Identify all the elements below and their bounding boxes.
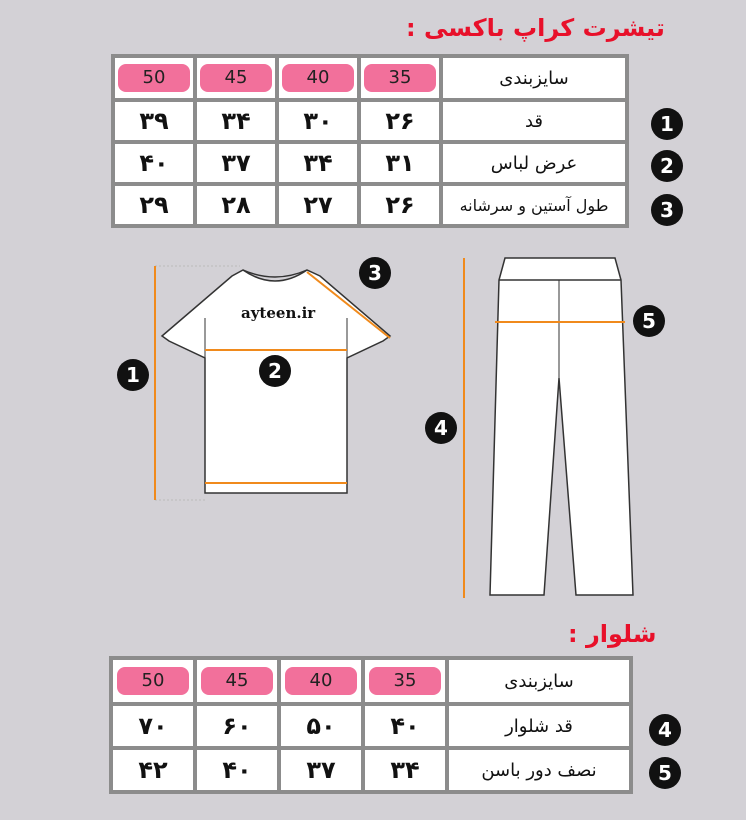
table-cell: ۳۱ <box>361 144 439 182</box>
row-label: عرض لباس <box>443 144 625 182</box>
table-cell: ۳۹ <box>115 102 193 140</box>
table-cell: ۶۰ <box>197 706 277 746</box>
row-label: نصف دور باسن <box>449 750 629 790</box>
table-cell: ۳۴ <box>197 102 275 140</box>
pants-size-table <box>109 656 633 794</box>
shirt-title: تیشرت کراپ باکسی : <box>406 14 665 42</box>
row-number-badge: 1 <box>651 108 683 140</box>
pants-title: شلوار : <box>568 620 657 648</box>
row-number-badge: 5 <box>649 757 681 789</box>
row-number-badge: 4 <box>649 714 681 746</box>
table-cell: ۲۸ <box>197 186 275 224</box>
pants-drawing <box>490 258 633 595</box>
size-pill: 40 <box>282 64 354 92</box>
table-row <box>113 660 629 702</box>
size-pill: 35 <box>364 64 436 92</box>
table-cell: ۳۰ <box>279 102 357 140</box>
table-row <box>113 706 629 746</box>
row-label: قد <box>443 102 625 140</box>
table-cell: ۲۶ <box>361 102 439 140</box>
size-pill: 40 <box>285 667 357 695</box>
size-pill: 45 <box>201 667 273 695</box>
table-cell: ۴۰ <box>115 144 193 182</box>
table-cell: ۴۰ <box>197 750 277 790</box>
table-cell: ۲۷ <box>279 186 357 224</box>
size-pill: 50 <box>118 64 190 92</box>
table-cell: ۲۶ <box>361 186 439 224</box>
watermark: ayteen.ir <box>241 304 316 322</box>
table-row <box>113 750 629 790</box>
size-pill: 35 <box>369 667 441 695</box>
size-pill: 45 <box>200 64 272 92</box>
shirt-marker-3: 3 <box>359 257 391 289</box>
table-cell: ۲۹ <box>115 186 193 224</box>
row-label: طول آستین و سرشانه <box>443 186 625 224</box>
table-cell: ۳۷ <box>281 750 361 790</box>
size-header-label: سایزبندی <box>443 58 625 98</box>
size-header-label: سایزبندی <box>449 660 629 702</box>
table-cell: ۳۷ <box>197 144 275 182</box>
pants-marker-5: 5 <box>633 305 665 337</box>
row-number-badge: 2 <box>651 150 683 182</box>
table-cell: ۳۴ <box>279 144 357 182</box>
shirt-marker-1: 1 <box>117 359 149 391</box>
table-cell: ۵۰ <box>281 706 361 746</box>
size-pill: 50 <box>117 667 189 695</box>
table-cell: ۴۲ <box>113 750 193 790</box>
table-cell: ۷۰ <box>113 706 193 746</box>
shirt-marker-2: 2 <box>259 355 291 387</box>
table-cell: ۳۴ <box>365 750 445 790</box>
row-number-badge: 3 <box>651 194 683 226</box>
pants-marker-4: 4 <box>425 412 457 444</box>
table-cell: ۴۰ <box>365 706 445 746</box>
row-label: قد شلوار <box>449 706 629 746</box>
